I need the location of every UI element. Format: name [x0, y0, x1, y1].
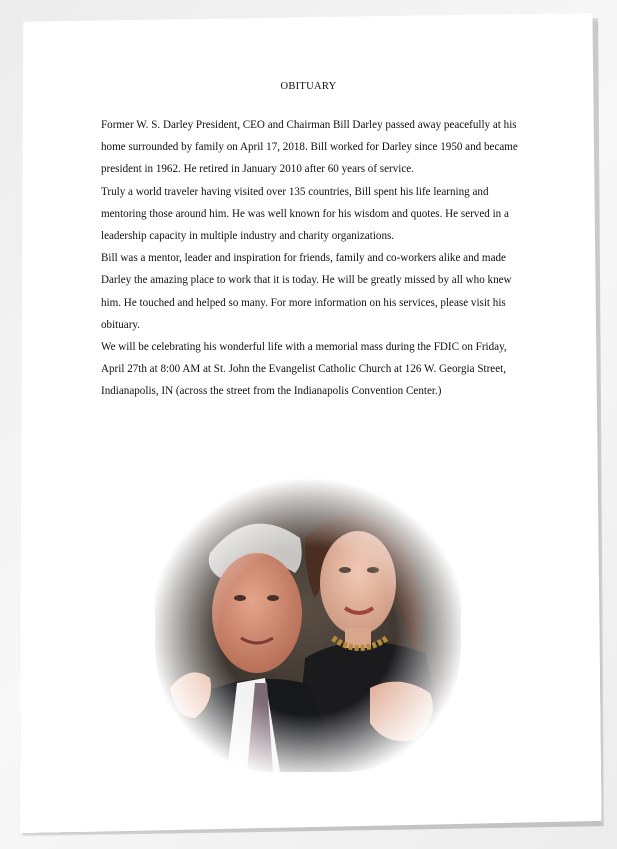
paragraph-memorial: We will be celebrating his wonderful life with a memorial mass during the FDIC on Friday, April 27th at 8:00 AM at St. John the Evangelist Catholic Church at 126 W. Georgia Street, Indianapolis, IN (across the street from the Indianapolis Convention Center.): [101, 341, 507, 398]
paragraph-mentor: Bill was a mentor, leader and inspiration for friends, family and co-workers alike and made Darley the amazing place to work that it is today. He will be greatly missed by all who knew him. He touched and helped so many. For more information on his services, please visit his obituary.: [101, 252, 512, 331]
obituary-body: [101, 114, 519, 403]
paragraph-career: Former W. S. Darley President, CEO and Chairman Bill Darley passed away peacefully at his home surrounded by family on April 17, 2018. Bill worked for Darley since 1950 and became president in 1962. He retired in January 2010 after 60 years of service.: [101, 119, 518, 176]
portrait-photo: [155, 478, 461, 772]
obituary-title: OBITUARY: [280, 81, 337, 92]
paragraph-traveler: Truly a world traveler having visited over 135 countries, Bill spent his life learning and mentoring those around him. He was well known for his wisdom and quotes. He served in a leadership capacity in multiple industry and charity organizations.: [101, 185, 509, 243]
